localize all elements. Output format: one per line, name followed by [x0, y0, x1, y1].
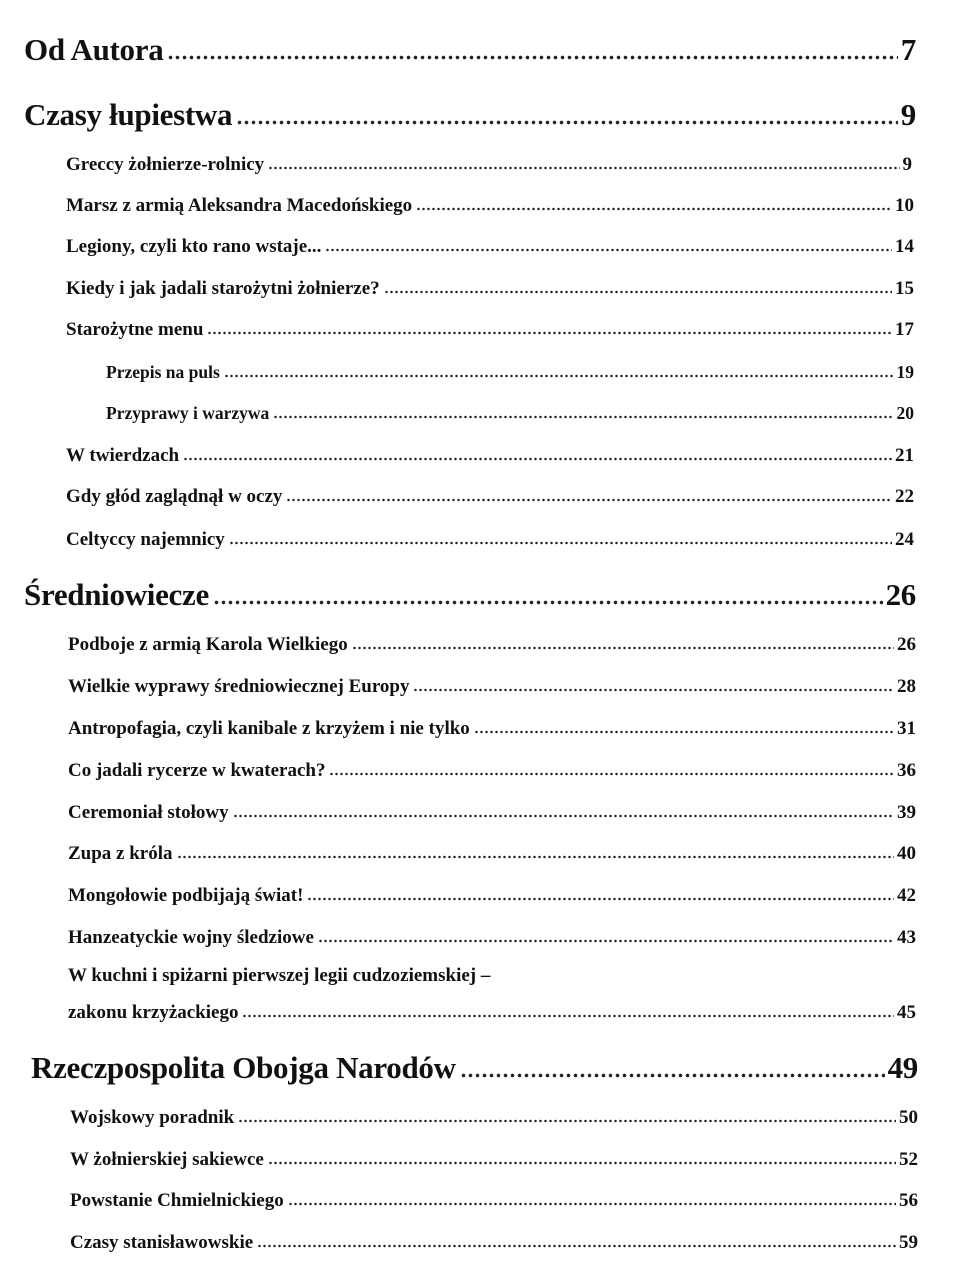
toc-entry-page: 52 — [899, 1149, 918, 1170]
dot-leader — [273, 405, 893, 419]
toc-entry — [66, 486, 914, 508]
toc-entry — [70, 1190, 918, 1212]
toc-entry — [70, 1232, 918, 1254]
toc-entry — [68, 843, 916, 865]
toc-entry-page: 26 — [897, 634, 916, 655]
toc-entry-title: Zupa z króla — [68, 843, 173, 864]
toc-entry — [68, 927, 916, 949]
toc-entry-page: 7 — [900, 32, 916, 67]
toc-entry-page: 21 — [895, 445, 914, 466]
dot-leader — [460, 1053, 885, 1078]
toc-entry-page: 42 — [897, 885, 916, 906]
toc-entry-title: Przyprawy i warzywa — [106, 403, 270, 423]
toc-entry-page: 39 — [897, 802, 916, 823]
dot-leader — [474, 719, 894, 734]
toc-entry-page: 26 — [885, 577, 916, 612]
dot-leader — [257, 1233, 896, 1248]
toc-entry-title: W żołnierskiej sakiewce — [70, 1149, 264, 1170]
toc-entry-page: 59 — [899, 1232, 918, 1253]
toc-entry-title: Legiony, czyli kto rano wstaje... — [66, 236, 322, 257]
dot-leader — [207, 320, 892, 335]
dot-leader — [242, 1003, 894, 1018]
toc-entry-title: Kiedy i jak jadali starożytni żołnierze? — [66, 278, 380, 299]
toc-entry-page: 24 — [895, 529, 914, 550]
toc-entry-title: Gdy głód zaglądnął w oczy — [66, 486, 283, 507]
toc-entry-page: 31 — [897, 718, 916, 739]
dot-leader — [416, 196, 892, 211]
toc-chapter-rzeczpospolita — [31, 1050, 918, 1086]
toc-entry — [66, 529, 914, 551]
toc-entry-page: 9 — [900, 97, 916, 132]
dot-leader — [413, 677, 894, 692]
dot-leader — [167, 35, 897, 60]
toc-entry-page: 20 — [896, 403, 914, 423]
toc-entry-page: 17 — [895, 319, 914, 340]
toc-entry — [68, 718, 916, 740]
toc-entry-title: Mongołowie podbijają świat! — [68, 885, 304, 906]
toc-subentry — [106, 362, 914, 383]
toc-entry — [66, 154, 912, 176]
toc-entry-title-line-1: W kuchni i spiżarni pierwszej legii cudzoziemskiej – — [68, 965, 491, 986]
toc-entry-page: 36 — [897, 760, 916, 781]
toc-chapter-sredniowiecze — [24, 577, 916, 613]
toc-entry-title: Celtyccy najemnicy — [66, 529, 225, 550]
dot-leader — [352, 635, 894, 650]
toc-entry-page: 43 — [897, 927, 916, 948]
toc-entry-title: Średniowiecze — [24, 577, 209, 612]
toc-entry-title: Hanzeatyckie wojny śledziowe — [68, 927, 314, 948]
toc-entry-title: Powstanie Chmielnickiego — [70, 1190, 284, 1211]
toc-entry-title: Podboje z armią Karola Wielkiego — [68, 634, 348, 655]
toc-entry-page: 56 — [899, 1190, 918, 1211]
dot-leader — [183, 446, 892, 461]
toc-entry-title: Marsz z armią Aleksandra Macedońskiego — [66, 195, 413, 216]
dot-leader — [224, 364, 894, 378]
toc-entry-page: 9 — [902, 154, 912, 175]
toc-entry — [68, 676, 916, 698]
toc-entry — [66, 445, 914, 467]
toc-entry-title: Greccy żołnierze-rolnicy — [66, 154, 265, 175]
toc-entry-title: Przepis na puls — [106, 362, 220, 382]
toc-subentry — [106, 403, 914, 424]
toc-entry — [68, 760, 916, 782]
toc-entry-title: Rzeczpospolita Obojga Narodów — [31, 1050, 456, 1085]
toc-entry-title: Od Autora — [24, 32, 164, 67]
toc-entry-title: Ceremoniał stołowy — [68, 802, 229, 823]
toc-entry-page: 28 — [897, 676, 916, 697]
toc-entry-title: Czasy łupiestwa — [24, 97, 233, 132]
dot-leader — [329, 761, 894, 776]
dot-leader — [177, 844, 894, 859]
dot-leader — [325, 237, 892, 252]
toc-entry-page: 10 — [895, 195, 914, 216]
toc-entry-page: 49 — [887, 1050, 918, 1085]
dot-leader — [238, 1108, 896, 1123]
dot-leader — [384, 279, 892, 294]
toc-entry — [66, 278, 914, 300]
dot-leader — [229, 530, 892, 545]
toc-entry — [66, 236, 914, 258]
toc-entry-page: 22 — [895, 486, 914, 507]
toc-entry-page: 45 — [897, 1002, 916, 1023]
toc-entry-title: W twierdzach — [66, 445, 180, 466]
toc-entry-title: Co jadali rycerze w kwaterach? — [68, 760, 326, 781]
toc-entry — [66, 195, 914, 217]
toc-entry-title: Czasy stanisławowskie — [70, 1232, 254, 1253]
dot-leader — [213, 580, 883, 605]
toc-entry — [70, 1107, 918, 1129]
toc-entry — [68, 885, 916, 907]
toc-entry — [70, 1149, 918, 1171]
toc-entry — [68, 1002, 916, 1024]
toc-entry-page: 15 — [895, 278, 914, 299]
toc-entry — [68, 634, 916, 656]
dot-leader — [307, 886, 894, 901]
dot-leader — [268, 1150, 896, 1165]
dot-leader — [233, 803, 894, 818]
dot-leader — [288, 1191, 896, 1206]
toc-entry-page: 19 — [896, 362, 914, 382]
dot-leader — [286, 487, 892, 502]
toc-entry-title: Starożytne menu — [66, 319, 204, 340]
toc-entry — [68, 802, 916, 824]
toc-entry-page: 14 — [895, 236, 914, 257]
dot-leader — [268, 155, 899, 170]
toc-entry — [66, 319, 914, 341]
toc-entry-title: Wielkie wyprawy średniowiecznej Europy — [68, 676, 410, 697]
toc-entry-page: 50 — [899, 1107, 918, 1128]
toc-entry-title-line-2: zakonu krzyżackiego — [68, 1002, 239, 1023]
dot-leader — [236, 100, 898, 125]
toc-entry-od-autora — [24, 32, 916, 68]
toc-entry-page: 40 — [897, 843, 916, 864]
toc-entry-title: Wojskowy poradnik — [70, 1107, 235, 1128]
dot-leader — [318, 928, 894, 943]
toc-chapter-czasy-lupiestwa — [24, 97, 916, 133]
toc-entry-title: Antropofagia, czyli kanibale z krzyżem i nie tylko — [68, 718, 470, 739]
